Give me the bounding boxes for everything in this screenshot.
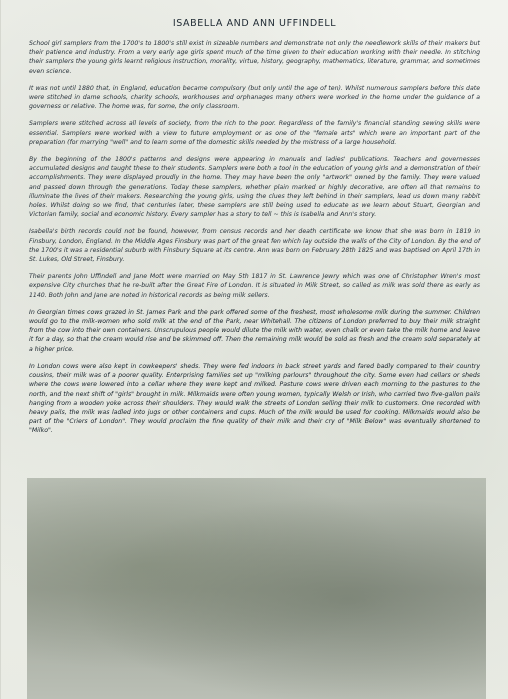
paragraph-society: Samplers were stitched across all levels of society, from the rich to the poor. Regardless of the family's financial standing sewing skills were essential. Samplers were worked with a view to future employment or as one of the "female arts" which were an important part of the preparation (for marrying "well" and to learn some of the domestic skills needed by the mistress of a large household. [29,120,480,146]
document-title: ISABELLA AND ANN UFFINDELL [172,18,337,29]
document-content [29,18,480,436]
paragraph-samplers-intro: School girl samplers from the 1700's to 1800's still exist in sizeable numbers and demonstrate not only the needlework skills of their makers but their patience and industry. From a very early age girls spent much of the time given to their education working with their needle. In stitching their samplers the young girls learnt religious instruction, morality, virtue, history, geography, mathematics, literature, grammar, and sometimes even science. [29,40,480,75]
paragraph-parents: Their parents John Uffindell and Jane Mott were married on May 5th 1817 in St. Lawrence Jewry which was one of Christopher Wren's most expensive City churches that he re-built after the Great Fire of London. It is situated in Milk Street, so called as milk was sold there as early as 1140. Both John and Jane are noted in historical records as being milk sellers. [29,273,480,299]
paragraph-education: It was not until 1880 that, in England, education became compulsory (but only until the age of ten). Whilst numerous samplers before this date were stitched in dame schools, charity schools, workhouses and orphanages many others were worked in the home under the guidance of a governess or relative. The home was, for some, the only classroom. [29,84,480,111]
paragraph-london-cows: In London cows were also kept in cowkeepers' sheds. They were fed indoors in back street yards and fared badly compared to their country cousins, their milk was of a poorer quality. Enterprising families set up "milking parlours" throughout the city. Some even had cellars or sheds where the cows were lowered into a cellar where they were kept and milked. Pasture cows were driven each morning to the pastures to the north, and the next shift of "girls" brought in milk. Milkmaids were often young women, typically Welsh or Irish, who carried two five-gallon pails hanging from a wooden yoke across their shoulders. They would walk the streets of London selling their milk to customers. One recorded with heavy pails, the milk was ladled into jugs or other containers and cups. Much of the milk would be used for cooking. Milkmaids would also be part of the "Criers of London". They would proclaim the fine quality of their milk and their cry of "Milk Below" was eventually shortened to "Milko". [29,362,480,435]
paragraph-georgian-milk: In Georgian times cows grazed in St. James Park and the park offered some of the freshest, most wholesome milk during the summer. Children would go to the milk-women who sold milk at the end of the Park, near Whitehall. The citizens of London preferred to buy their milk straight from the cow into their own containers. Unscrupulous people would dilute the milk with water, even chalk or even take the milk home and leave it for a day, so that the cream would rise and be skimmed off. Then the remaining milk would be sold as fresh and the cream sold separately at a higher price. [29,308,480,353]
background-milkmaid-photo [27,478,486,699]
paragraph-patterns: By the beginning of the 1800's patterns and designs were appearing in manuals and ladies' publications. Teachers and governesses accumulated designs and taught these to their students. Samplers were both a tool in the education of young girls and a demonstration of their accomplishments. They were displayed proudly in the home. They may have been the only "artwork" owned by the family. They were valued and passed down through the generations. Today these samplers, whether plain marked or highly decorative, are often all that remains to illuminate the lives of their makers. Researching the young girls, using the clues they left behind in their samplers, lead us down many rabbit holes. Whilst doing so we find, that centuries later, these samplers are still being used to educate as we learn about Stuart, Georgian and Victorian family, social and economic history. Every sampler has a story to tell ~ this is Isabella and Ann's story. [29,156,480,219]
paragraph-isabella-birth: Isabella's birth records could not be found, however, from census records and her death certificate we know that she was born in 1819 in Finsbury, London, England. In the Middle Ages Finsbury was part of the great fen which lay outside the walls of the City of London. By the end of the 1700's it was a residential suburb with Finsbury Square at its centre. Ann was born on February 28th 1825 and was baptised on April 17th in St. Lukes, Old Street, Finsbury. [29,228,480,264]
